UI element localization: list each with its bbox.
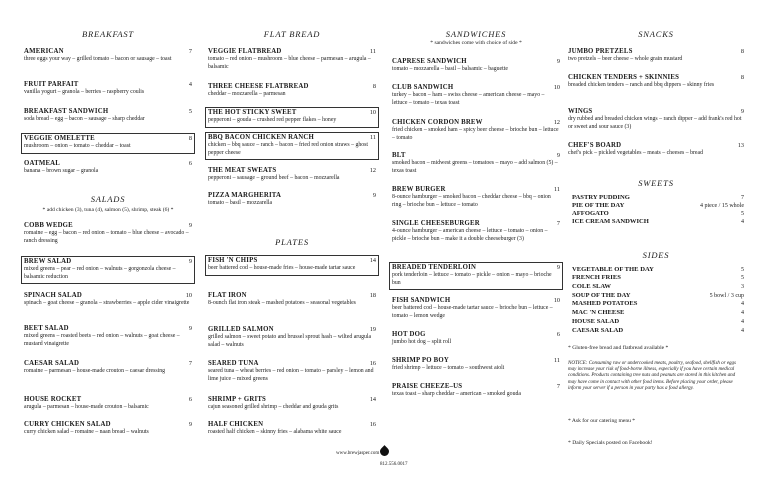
flatbread-heading: FLAT BREAD <box>263 29 321 39</box>
item-name: HALF CHICKEN <box>208 421 264 428</box>
item-description: beer battered cod – house-made fries – house-made tartar sauce <box>208 265 356 271</box>
sandwiches-heading: SANDWICHES <box>445 29 507 39</box>
catering-note: * Ask for our catering menu * <box>568 418 636 424</box>
item-price: 9 <box>556 152 560 159</box>
item-description: grilled salmon – sweet potato and brussel sprout hash – wilted arugula salad – walnuts <box>208 334 372 348</box>
item-description: tomato – basil – mozzarella <box>208 200 273 206</box>
sides-item <box>572 309 744 318</box>
menu-item <box>392 297 560 320</box>
item-price: 10 <box>185 292 192 299</box>
item-description: two pretzels – beer cheese – whole grain mustard <box>568 56 683 62</box>
item-name: SHRIMP PO BOY <box>392 357 449 364</box>
item-price: 4 <box>741 219 744 225</box>
item-price: 19 <box>369 326 376 333</box>
item-price: 5 <box>741 267 744 273</box>
item-name: PASTRY PUDDING <box>572 194 630 201</box>
item-price: 9 <box>188 325 192 332</box>
item-price: 7 <box>556 383 560 390</box>
item-name: COLE SLAW <box>572 283 612 290</box>
item-price: 9 <box>372 192 376 199</box>
menu-item <box>208 167 376 183</box>
item-price: 9 <box>188 421 192 428</box>
menu-item <box>568 48 744 64</box>
item-price: 4 <box>741 328 744 334</box>
item-name: CURRY CHICKEN SALAD <box>24 421 111 428</box>
item-description: pork tenderloin – lettuce – tomato – pickle – onion – mayo – brioche bun <box>392 272 552 286</box>
plates-heading: PLATES <box>275 237 309 247</box>
item-description: tomato – red onion – mushroom – blue cheese – parmesan – arugula – balsamic <box>208 56 371 70</box>
item-description: fried shrimp – lettuce – tomato – southwest aioli <box>392 365 505 371</box>
item-price: 12 <box>369 167 376 174</box>
item-description: tomato – mozzarella – basil – balsamic – baguette <box>392 66 508 72</box>
item-name: CAESAR SALAD <box>572 327 624 334</box>
item-price: 5 <box>188 108 192 115</box>
item-name: CAESAR SALAD <box>24 360 80 367</box>
snacks-heading: SNACKS <box>638 29 674 39</box>
item-name: VEGETABLE OF THE DAY <box>572 266 654 273</box>
item-description: jumbo hot dog – split roll <box>392 339 452 345</box>
item-name: BLT <box>392 152 406 159</box>
menu-item-highlighted <box>21 256 195 284</box>
item-price: 13 <box>737 142 744 149</box>
item-price: 4 piece / 15 whole <box>700 203 744 209</box>
menu-item <box>24 396 192 412</box>
sweets-heading: SWEETS <box>638 178 674 188</box>
menu-item <box>392 186 560 209</box>
item-description: beer battered cod – house-made tartar sauce – brioche bun – lettuce – tomato – lemon wedge <box>392 305 553 319</box>
item-name: SINGLE CHEESEBURGER <box>392 220 480 227</box>
item-price: 9 <box>556 58 560 65</box>
item-description: mixed greens – pear – red onion – walnuts – gorgonzola cheese – balsamic reduction <box>24 266 176 280</box>
item-name: SHRIMP + GRITS <box>208 396 267 403</box>
menu-item <box>208 396 376 412</box>
item-description: dry rubbed and breaded chicken wings – ranch dipper – add frank's red hot or sweet and sour sauce (3) <box>568 116 742 130</box>
item-description: chef's pick – pickled vegetables – meats – cheeses – bread <box>568 150 703 156</box>
item-name: PRAISE CHEEZE–US <box>392 383 463 390</box>
item-description: 8-ounch flat iron steak – mashed potatoes – seasonal vegetables <box>208 300 356 306</box>
menu-item-highlighted <box>205 107 379 128</box>
item-name: MASHED POTATOES <box>572 300 638 307</box>
item-price: 9 <box>740 108 744 115</box>
item-description: turkey – bacon – ham – swiss cheese – american cheese – mayo – lettuce – tomato – texas toast <box>392 92 545 106</box>
menu-item <box>24 48 192 64</box>
item-name: THE HOT STICKY SWEET <box>208 109 297 116</box>
phone-number: 812.556.0017 <box>380 462 408 467</box>
menu-item <box>392 220 560 243</box>
item-price: 7 <box>556 220 560 227</box>
website-link[interactable]: www.brewjasper.com <box>336 451 380 456</box>
menu-item <box>392 119 560 142</box>
item-price: 12 <box>553 119 560 126</box>
item-price: 6 <box>188 396 192 403</box>
item-name: FRENCH FRIES <box>572 274 621 281</box>
item-name: THREE CHEESE FLATBREAD <box>208 83 309 90</box>
menu-item <box>392 357 560 373</box>
menu-item <box>392 58 560 74</box>
item-name: BREADED TENDERLOIN <box>392 264 477 271</box>
item-price: 9 <box>188 258 192 265</box>
item-description: fried chicken – smoked ham – spicy beer cheese – brioche bun – lettuce – tomato <box>392 127 559 141</box>
menu-item <box>208 360 376 383</box>
item-name: HOUSE ROCKET <box>24 396 82 403</box>
sides-heading: SIDES <box>642 250 670 260</box>
menu-item <box>208 48 376 71</box>
item-price: 8 <box>372 83 376 90</box>
item-price: 6 <box>188 160 192 167</box>
item-name: MAC 'N CHEESE <box>572 309 625 316</box>
item-name: SEARED TUNA <box>208 360 259 367</box>
item-description: three eggs your way – grilled tomato – bacon or sausage – toast <box>24 56 172 62</box>
item-price: 5 bowl / 3 cup <box>709 293 744 299</box>
allergy-notice: NOTICE: Consuming raw or undercooked meats, poultry, seafood, shellfish or eggs may increase your risk of food-borne illness, especially if you have certain medical conditions. Products containing tree nuts and peanuts are stored in this kitchen and may have come in contact with other food items. Before placing your order, please inform your server if a person in your party has a food allergy. <box>568 361 737 391</box>
menu-item <box>208 83 376 99</box>
menu-item <box>24 292 192 308</box>
item-name: COBB WEDGE <box>24 222 73 229</box>
menu-item <box>24 360 192 376</box>
item-name: GRILLED SALMON <box>208 326 274 333</box>
item-name: PIE OF THE DAY <box>572 202 625 209</box>
item-name: BBQ BACON CHICKEN RANCH <box>208 134 314 141</box>
menu-item <box>24 325 192 348</box>
item-price: 7 <box>188 48 192 55</box>
item-description: pepperoni – gouda – crushed red pepper flakes – honey <box>208 117 337 123</box>
item-description: cheddar – mozzarella – parmesan <box>208 91 286 97</box>
item-name: CHICKEN CORDON BREW <box>392 119 483 126</box>
item-price: 5 <box>741 275 744 281</box>
menu-item <box>208 421 376 437</box>
item-price: 18 <box>369 292 376 299</box>
item-name: SOUP OF THE DAY <box>572 292 631 299</box>
item-name: FISH 'N CHIPS <box>208 257 258 264</box>
menu-item <box>208 326 376 349</box>
menu-item-highlighted <box>21 133 195 154</box>
item-price: 5 <box>741 211 744 217</box>
item-name: VEGGIE OMELETTE <box>24 135 95 142</box>
item-description: vanilla yogurt – granola – berries – raspberry coulis <box>24 89 145 95</box>
item-description: arugula – parmesan – house-made crouton – balsamic <box>24 404 149 410</box>
salads-heading: SALADS <box>90 194 126 204</box>
item-price: 11 <box>554 186 560 193</box>
sides-item <box>572 300 744 309</box>
item-description: chicken – bbq sauce – ranch – bacon – fried red onion straws – ghost pepper cheese <box>208 142 369 156</box>
item-price: 4 <box>741 319 744 325</box>
item-name: ICE CREAM SANDWICH <box>572 218 649 225</box>
item-name: AFFOGATO <box>572 210 609 217</box>
item-description: curry chicken salad – romaine – naan bread – walnuts <box>24 429 149 435</box>
item-price: 4 <box>741 310 744 316</box>
item-description: 8-ounce hamburger – smoked bacon – cheddar cheese – bbq – onion ring – brioche bun – lettuce – tomato <box>392 194 551 208</box>
item-price: 8 <box>740 48 744 55</box>
menu-item <box>24 160 192 176</box>
item-description: mixed greens – roasted beets – red onion – walnuts – goat cheese – mustard vinaigrette <box>24 333 180 347</box>
menu-item <box>392 331 560 347</box>
item-name: WINGS <box>568 108 593 115</box>
breakfast-heading: BREAKFAST <box>82 29 134 39</box>
item-description: cajun seasoned grilled shrimp – cheddar and gouda grits <box>208 404 339 410</box>
item-price: 11 <box>370 134 376 141</box>
item-name: FISH SANDWICH <box>392 297 451 304</box>
menu-item <box>568 74 744 90</box>
item-price: 10 <box>369 109 376 116</box>
item-price: 8 <box>740 74 744 81</box>
item-name: HOT DOG <box>392 331 426 338</box>
item-description: soda bread – egg – bacon – sausage – sharp cheddar <box>24 116 145 122</box>
item-price: 9 <box>556 264 560 271</box>
item-description: spinach – goat cheese – granola – strawberries – apple cider vinaigrette <box>24 300 190 306</box>
item-name: VEGGIE FLATBREAD <box>208 48 282 55</box>
item-name: FLAT IRON <box>208 292 247 299</box>
item-price: 7 <box>741 195 744 201</box>
item-name: CAPRESE SANDWICH <box>392 58 467 65</box>
sides-item <box>572 318 744 327</box>
item-name: FRUIT PARFAIT <box>24 81 79 88</box>
item-name: HOUSE SALAD <box>572 318 620 325</box>
item-name: THE MEAT SWEATS <box>208 167 277 174</box>
item-description: roasted half chicken – skinny fries – alabama white sauce <box>208 429 342 435</box>
item-name: OATMEAL <box>24 160 61 167</box>
menu-item <box>208 192 376 208</box>
menu-item <box>24 108 192 124</box>
item-price: 10 <box>553 297 560 304</box>
specials-note: * Daily Specials posted on Facebook! <box>568 440 653 446</box>
item-name: CLUB SANDWICH <box>392 84 454 91</box>
droplet-logo-icon <box>378 445 391 458</box>
item-description: seared tuna – wheat berries – red onion – tomato – parsley – lemon and lime juice – mixed greens <box>208 368 374 382</box>
menu-item <box>24 421 192 437</box>
menu-item-highlighted <box>205 132 379 160</box>
item-name: BEET SALAD <box>24 325 69 332</box>
menu-item <box>568 108 744 131</box>
menu-item <box>24 222 192 245</box>
item-price: 16 <box>369 421 376 428</box>
item-price: 4 <box>188 81 192 88</box>
item-description: mushroom – onion – tomato – cheddar – toast <box>24 143 131 149</box>
salads-addon-note: * add chicken (3), tuna (4), salmon (5), shrimp, steak (6) * <box>42 207 174 213</box>
item-description: romaine – egg – bacon – red onion – tomato – blue cheese – avocado – ranch dressing <box>24 230 189 244</box>
menu-item <box>568 142 744 158</box>
item-price: 10 <box>553 84 560 91</box>
menu-item <box>208 292 376 308</box>
gluten-free-note: * Gluten-free bread and flatbread available * <box>568 345 669 351</box>
item-price: 7 <box>188 360 192 367</box>
item-description: banana – brown sugar – granola <box>24 168 99 174</box>
menu-item <box>392 152 560 175</box>
item-name: BREAKFAST SANDWICH <box>24 108 109 115</box>
item-name: BREW BURGER <box>392 186 446 193</box>
menu-item-highlighted <box>205 255 379 276</box>
item-price: 9 <box>188 222 192 229</box>
item-description: romaine – parmesan – house-made crouton – caesar dressing <box>24 368 166 374</box>
menu-item-highlighted <box>389 262 563 290</box>
sides-item <box>572 283 744 292</box>
sweets-item <box>572 218 744 227</box>
item-price: 16 <box>369 360 376 367</box>
item-description: pepperoni – sausage – ground beef – bacon – mozzarella <box>208 175 340 181</box>
menu-item <box>392 383 560 399</box>
item-description: 4-ounce hamburger – american cheese – lettuce – tomato – onion – pickle – brioche bun – make it a double cheeseburger (3) <box>392 228 548 242</box>
item-price: 14 <box>369 396 376 403</box>
item-price: 11 <box>554 357 560 364</box>
item-price: 6 <box>556 331 560 338</box>
item-name: JUMBO PRETZELS <box>568 48 633 55</box>
sandwiches-side-note: * sandwiches come with choice of side * <box>430 40 522 46</box>
sides-item <box>572 327 744 336</box>
item-price: 11 <box>370 48 376 55</box>
menu-item <box>24 81 192 97</box>
item-price: 14 <box>369 257 376 264</box>
item-name: CHICKEN TENDERS + SKINNIES <box>568 74 680 81</box>
item-description: breaded chicken tenders – ranch and bbq dippers – skinny fries <box>568 82 715 88</box>
item-name: PIZZA MARGHERITA <box>208 192 282 199</box>
sides-item <box>572 274 744 283</box>
item-name: BREW SALAD <box>24 258 72 265</box>
item-price: 4 <box>741 301 744 307</box>
item-description: smoked bacon – midwest greens – tomatoes – mayo – add salmon (5) – texas toast <box>392 160 558 174</box>
item-price: 3 <box>741 284 744 290</box>
item-price: 8 <box>188 135 192 142</box>
menu-item <box>392 84 560 107</box>
item-name: CHEF'S BOARD <box>568 142 622 149</box>
item-description: texas toast – sharp cheddar – american – smoked gouda <box>392 391 521 397</box>
item-name: AMERICAN <box>24 48 64 55</box>
item-name: SPINACH SALAD <box>24 292 82 299</box>
